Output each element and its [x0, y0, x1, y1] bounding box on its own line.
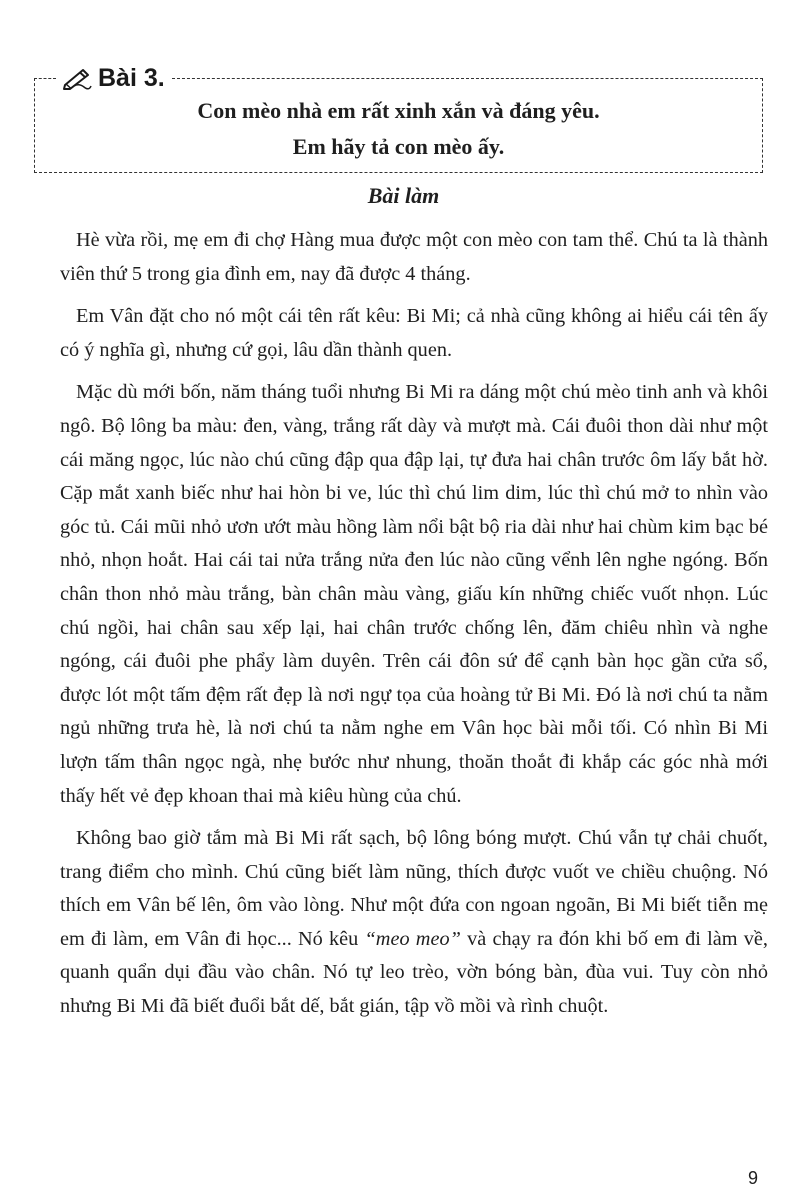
essay-body — [60, 224, 768, 1033]
box-top-border-left — [34, 78, 56, 79]
exercise-label — [62, 60, 169, 96]
pencil-writing-icon — [62, 66, 92, 90]
essay-paragraph-4: Không bao giờ tắm mà Bi Mi rất sạch, bộ lông bóng mượt. Chú vẫn tự chải chuốt, trang điểm cho mình. Chú cũng biết làm nũng, thích được vuốt ve chiều chuộng. Nó thích em Vân bế lên, ôm vào lòng. Như một đứa con ngoan ngoãn, Bi Mi biết tiễn mẹ em đi làm, em Vân đi học... Nó kêu “meo meo” và chạy ra đón khi bố em đi làm về, quanh quẩn dụi đầu vào chân. Nó tự leo trèo, vờn bóng bàn, đùa vui. Tuy còn nhỏ nhưng Bi Mi đã biết đuổi bắt dế, bắt gián, tập vồ mồi và rình chuột. — [60, 827, 768, 1018]
essay-paragraph-1: Hè vừa rồi, mẹ em đi chợ Hàng mua được một con mèo con tam thể. Chú ta là thành viên thứ 5 trong gia đình em, nay đã được 4 tháng. — [60, 229, 768, 285]
prompt-line-2: Em hãy tả con mèo ấy. — [292, 134, 505, 159]
box-top-border-right — [172, 78, 763, 79]
prompt-line-1: Con mèo nhà em rất xinh xắn và đáng yêu. — [197, 98, 600, 123]
essay-title: Bài làm — [367, 183, 440, 208]
onomatopoeia-quote: “meo meo” — [364, 927, 461, 950]
essay-paragraph-3: Mặc dù mới bốn, năm tháng tuổi nhưng Bi Mi ra dáng một chú mèo tinh anh và khôi ngô. Bộ lông ba màu: đen, vàng, trắng rất dày và mượt mà. Cái đuôi thon dài như một cái măng ngọc, lúc nào chú cũng đập qua đập lại, tự đưa hai chân trước ôm lấy bắt hờ. Cặp mắt xanh biếc như hai hòn bi ve, lúc thì chú lim dim, lúc thì chú mở to nhìn vào góc tủ. Cái mũi nhỏ ươn ướt màu hồng làm nổi bật bộ ria dài như hai chùm kim bạc bé nhỏ, nhọn hoắt. Hai cái tai nửa trắng nửa đen lúc nào cũng vểnh lên nghe ngóng. Bốn chân thon nhỏ màu trắng, bàn chân màu vàng, giấu kín những chiếc vuốt nhọn. Lúc chú ngồi, hai chân sau xếp lại, hai chân trước chống lên, đăm chiêu nhìn và nghe ngóng, cái đuôi phe phẩy làm duyên. Trên cái đôn sứ để cạnh bàn học gần cửa sổ, được lót một tấm đệm rất đẹp là nơi ngự tọa của hoàng tử Bi Mi. Đó là nơi chú ta nằm ngủ những trưa hè, là nơi chú ta nằm nghe em Vân học bài mỗi tối. Có nhìn Bi Mi lượn tấm thân ngọc ngà, nhẹ bước như nhung, thoăn thoắt đi khắp các góc nhà mới thấy hết vẻ đẹp khoan thai mà kiêu hùng của chú. — [60, 381, 768, 807]
page-number: 9 — [748, 1168, 759, 1188]
exercise-number: Bài 3. — [98, 63, 165, 92]
essay-paragraph-2: Em Vân đặt cho nó một cái tên rất kêu: Bi Mi; cả nhà cũng không ai hiểu cái tên ấy có ý nghĩa gì, nhưng cứ gọi, lâu dần thành quen. — [60, 305, 768, 361]
